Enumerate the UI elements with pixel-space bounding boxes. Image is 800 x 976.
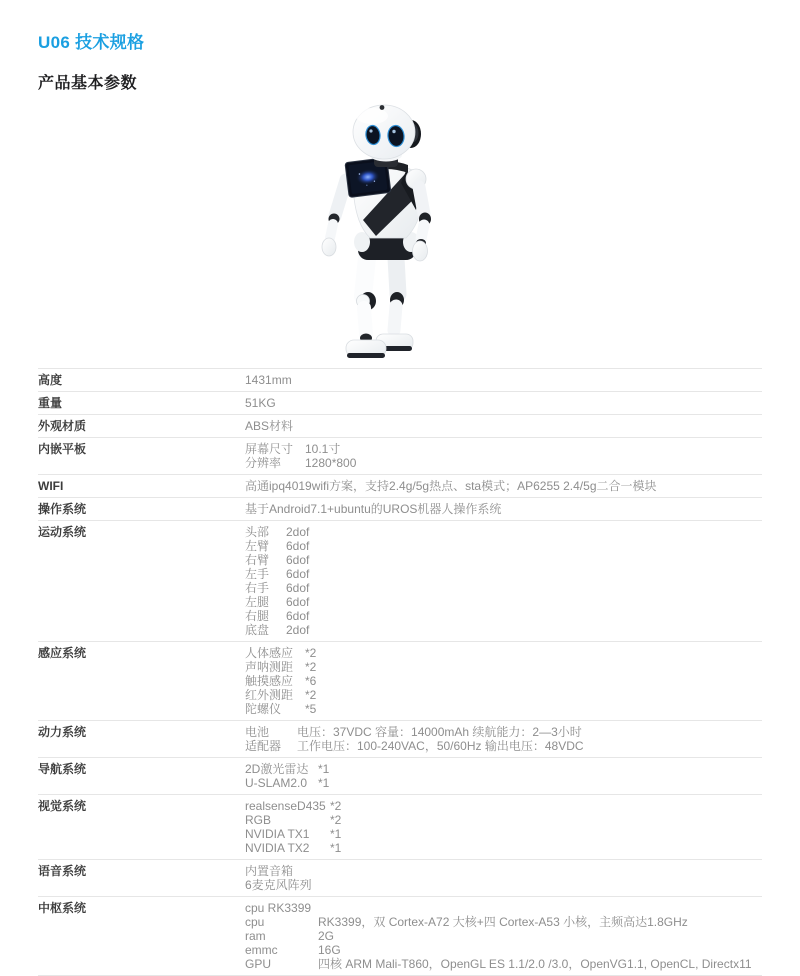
spec-sub-row [245,943,762,957]
spec-row-label: 外观材质 [38,419,87,433]
spec-item-value: 电压：37VDC 容量：14000mAh 续航能力：2—3小时 [297,725,582,739]
spec-row [38,474,762,497]
spec-row [38,520,762,641]
spec-row-value-text: ABS材料 [245,419,294,433]
spec-item-key: NVIDIA TX2 [245,841,310,855]
spec-row [38,757,762,794]
spec-row [38,414,762,437]
spec-sub-row [245,609,762,623]
spec-row-label: 重量 [38,396,63,410]
spec-row-label: 内嵌平板 [38,442,87,456]
page-title: U06 技术规格 [38,33,145,52]
spec-sub-row [245,660,762,674]
spec-row-label: 高度 [38,373,63,387]
spec-item-key: RGB [245,813,272,827]
spec-item-value: RK3399，双 Cortex-A72 大核+四 Cortex-A53 小核，主频高达1.8GHz [318,915,688,929]
spec-table [38,368,762,976]
spec-item-text: 6麦克风阵列 [245,878,312,892]
spec-item-value: *6 [305,674,317,688]
spec-row-value [245,442,762,470]
spec-sub-row [245,725,762,739]
spec-row-value [245,502,762,516]
spec-row [38,437,762,474]
spec-item-value: *2 [305,646,317,660]
spec-row [38,720,762,757]
spec-row-label: 中枢系统 [38,901,87,915]
spec-item-key: 屏幕尺寸 [245,442,294,456]
spec-sub-row [245,525,762,539]
spec-item-key: realsenseD435 [245,799,326,813]
spec-sub-row [245,646,762,660]
spec-item-key: 分辨率 [245,456,282,470]
spec-sub-row [245,688,762,702]
spec-item-key: 左手 [245,567,270,581]
spec-item-key: 右腿 [245,609,270,623]
robot-left-arm [322,180,346,256]
spec-row [38,641,762,720]
spec-item-value: *5 [305,702,317,716]
robot-antenna-dot [380,105,385,110]
robot-illustration [310,98,490,366]
spec-sub-row [245,864,762,878]
spec-sub-row [245,581,762,595]
spec-item-key: 人体感应 [245,646,294,660]
spec-sub-row [245,739,762,753]
spec-row-value [245,419,762,433]
spec-item-key: 头部 [245,525,270,539]
spec-sub-row [245,813,762,827]
spec-row-value [245,725,762,753]
spec-row-value [245,373,762,387]
robot-left-leg [346,258,386,358]
spec-sub-row [245,553,762,567]
spec-sub-row [245,762,762,776]
robot-right-leg [376,258,413,351]
spec-sub-row [245,929,762,943]
spec-sub-row [245,674,762,688]
spec-row-value [245,901,762,971]
spec-item-key: 左臂 [245,539,270,553]
spec-item-value: 6dof [286,609,310,623]
spec-row [38,497,762,520]
robot-image [310,98,490,366]
spec-row [38,391,762,414]
spec-item-key: 2D激光雷达 [245,762,309,776]
spec-row-value [245,864,762,892]
spec-item-value: *2 [330,799,342,813]
spec-sub-row [245,827,762,841]
spec-sub-row [245,456,762,470]
spec-row-label: 语音系统 [38,864,87,878]
spec-sub-row [245,841,762,855]
spec-item-value: 2G [318,929,335,943]
spec-row-value-text: 高通ipq4019wifi方案，支持2.4g/5g热点、sta模式；AP6255 2.4/5g二合一模块 [245,479,657,493]
spec-sub-row [245,901,762,915]
spec-row [38,368,762,391]
spec-item-key: 电池 [245,725,270,739]
spec-row-value [245,525,762,637]
robot-head [353,105,421,159]
spec-item-value: 2dof [286,525,310,539]
spec-sub-row [245,776,762,790]
spec-row [38,896,762,975]
spec-row-value [245,479,762,493]
spec-sub-row [245,595,762,609]
spec-item-value: 1280*800 [305,456,357,470]
spec-row [38,859,762,896]
spec-item-value: *2 [330,813,342,827]
spec-item-key: 左腿 [245,595,270,609]
spec-item-value: *2 [305,688,317,702]
spec-item-key: U-SLAM2.0 [245,776,308,790]
spec-item-text: 内置音箱 [245,864,294,878]
spec-item-value: 四核 ARM Mali-T860，OpenGL ES 1.1/2.0 /3.0，OpenVG1.1, OpenCL, Directx11 [318,957,752,971]
spec-item-value: 6dof [286,581,310,595]
spec-sub-row [245,702,762,716]
spec-item-key: 适配器 [245,739,282,753]
spec-item-key: ram [245,929,266,943]
spec-row-label: 导航系统 [38,762,87,776]
spec-item-key: GPU [245,957,272,971]
spec-row-label: 感应系统 [38,646,87,660]
spec-item-value: 10.1寸 [305,442,341,456]
spec-item-value: 6dof [286,567,310,581]
spec-row-value [245,646,762,716]
spec-item-value: 工作电压：100-240VAC，50/60Hz 输出电压：48VDC [297,739,584,753]
spec-item-value: *1 [318,776,330,790]
spec-row-label: 动力系统 [38,725,87,739]
spec-sub-row [245,442,762,456]
spec-item-value: 6dof [286,539,310,553]
spec-item-key: cpu [245,915,265,929]
spec-item-value: 2dof [286,623,310,637]
spec-row-label: 运动系统 [38,525,87,539]
spec-item-key: 右臂 [245,553,270,567]
spec-item-value: 6dof [286,595,310,609]
spec-item-key: NVIDIA TX1 [245,827,310,841]
spec-item-value: *1 [330,841,342,855]
spec-row-label: WIFI [38,479,64,493]
spec-item-value: *1 [330,827,342,841]
spec-sub-row [245,567,762,581]
spec-row-label: 视觉系统 [38,799,87,813]
spec-item-value: 16G [318,943,341,957]
spec-item-key: 底盘 [245,623,270,637]
spec-item-text: cpu RK3399 [245,901,312,915]
spec-item-key: 触摸感应 [245,674,294,688]
spec-sub-row [245,623,762,637]
spec-item-key: 红外测距 [245,688,294,702]
section-heading: 产品基本参数 [38,75,138,92]
spec-row-value-text: 基于Android7.1+ubuntu的UROS机器人操作系统 [245,502,502,516]
spec-row-value-text: 51KG [245,396,276,410]
spec-item-key: emmc [245,943,278,957]
spec-item-value: 6dof [286,553,310,567]
spec-row-value [245,396,762,410]
spec-item-value: *2 [305,660,317,674]
spec-row-value-text: 1431mm [245,373,292,387]
spec-item-value: *1 [318,762,330,776]
spec-sub-row [245,539,762,553]
spec-item-key: 陀螺仪 [245,702,282,716]
spec-sub-row [245,878,762,892]
spec-sub-row [245,915,762,929]
spec-item-key: 右手 [245,581,270,595]
spec-row [38,794,762,859]
spec-row-label: 操作系统 [38,502,87,516]
spec-item-key: 声呐测距 [245,660,294,674]
spec-row-value [245,799,762,855]
spec-sub-row [245,957,762,971]
spec-sub-row [245,799,762,813]
spec-row-value [245,762,762,790]
